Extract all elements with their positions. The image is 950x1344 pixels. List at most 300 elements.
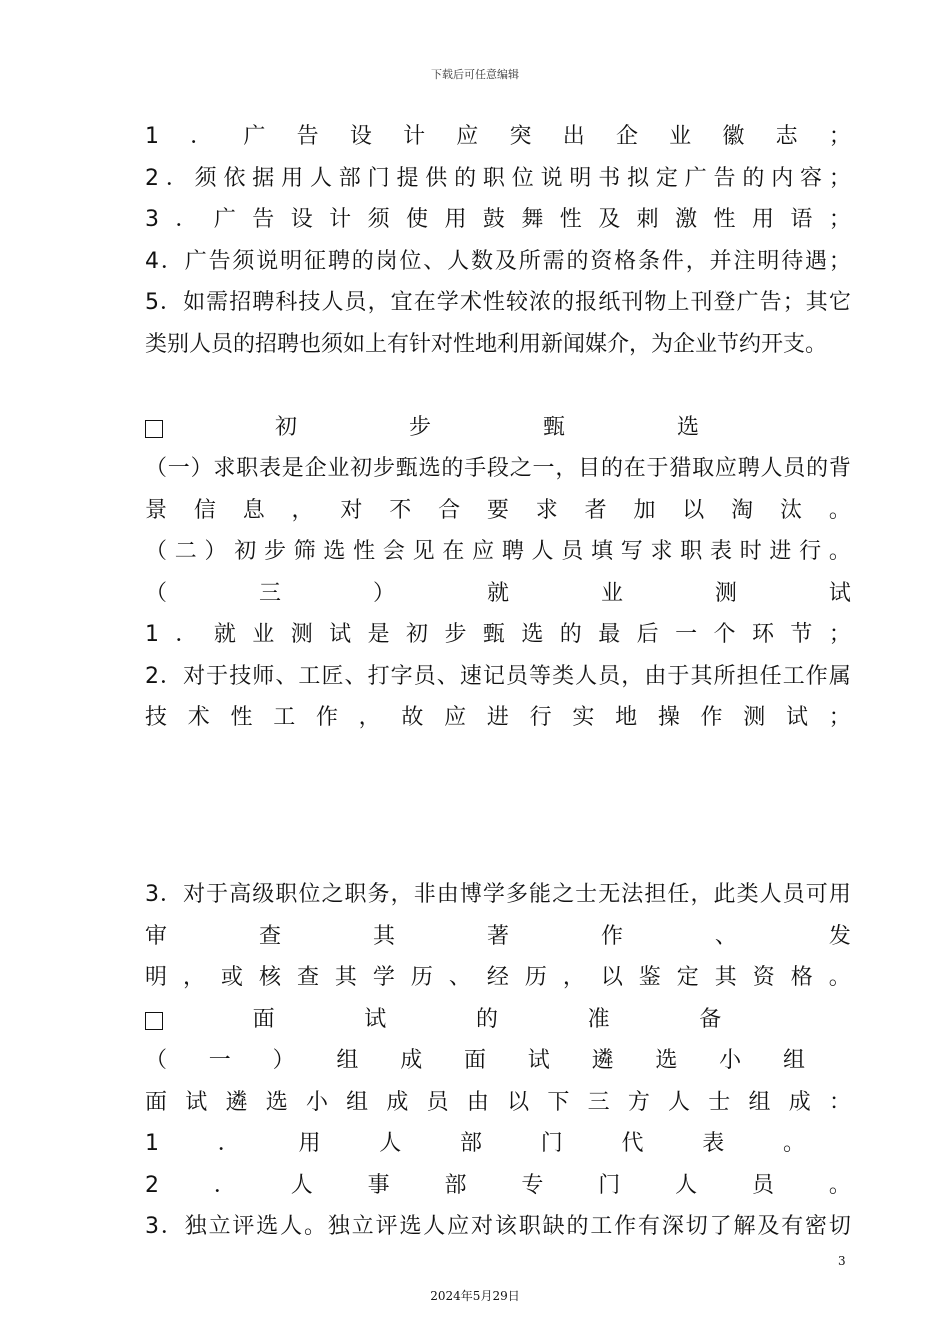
char: 一 bbox=[208, 1048, 231, 1073]
char: 使 bbox=[406, 207, 429, 232]
char: 选 bbox=[265, 1089, 288, 1115]
char: 评 bbox=[375, 1214, 398, 1239]
char: 该 bbox=[494, 1214, 517, 1239]
char: 解 bbox=[733, 1214, 756, 1239]
char: 一 bbox=[167, 456, 190, 481]
char: 位 bbox=[399, 248, 422, 274]
char: 位 bbox=[298, 882, 321, 907]
char: 1 bbox=[145, 1131, 159, 1156]
char: 及 bbox=[494, 248, 517, 274]
char: 后 bbox=[636, 622, 659, 647]
char: 设 bbox=[349, 124, 372, 149]
char: 用 bbox=[444, 207, 467, 232]
char: 了 bbox=[709, 1214, 732, 1239]
char: 作 bbox=[700, 705, 723, 730]
char: 的 bbox=[600, 456, 623, 481]
char: 激 bbox=[675, 207, 698, 232]
char: 工 bbox=[590, 1214, 613, 1239]
char: 员 bbox=[413, 663, 436, 689]
char: 表 bbox=[709, 539, 732, 564]
char: 业 bbox=[252, 622, 275, 647]
char: 对 bbox=[471, 1214, 494, 1239]
text-line bbox=[145, 1212, 851, 1242]
char: 其 bbox=[372, 923, 395, 949]
char: 或 bbox=[220, 965, 243, 990]
char: 广 bbox=[736, 290, 759, 315]
char: 对 bbox=[183, 663, 206, 689]
char: 出 bbox=[562, 124, 585, 149]
char: 。 bbox=[828, 497, 851, 523]
char: 纸 bbox=[598, 290, 621, 315]
char: 上 bbox=[667, 290, 690, 315]
char: 、 bbox=[436, 663, 459, 689]
char: 聘 bbox=[252, 290, 275, 315]
char: 2 bbox=[145, 165, 159, 191]
char: 计 bbox=[329, 207, 352, 232]
char: 务 bbox=[367, 882, 390, 907]
char: 格 bbox=[614, 248, 637, 274]
char: 其 bbox=[714, 965, 737, 990]
char: 的 bbox=[566, 1214, 589, 1239]
char: 浓 bbox=[529, 290, 552, 315]
char: 遴 bbox=[225, 1089, 248, 1115]
char: 、 bbox=[344, 663, 367, 689]
char: 法 bbox=[621, 882, 644, 907]
char: 专 bbox=[521, 1172, 544, 1198]
char: 测 bbox=[714, 580, 737, 606]
char: 填 bbox=[591, 539, 614, 564]
char: 匠 bbox=[321, 663, 344, 689]
char: 历 bbox=[410, 965, 433, 990]
text-line bbox=[145, 496, 851, 526]
char: 注 bbox=[733, 248, 756, 274]
char: 准 bbox=[587, 1006, 610, 1032]
char: 的 bbox=[351, 248, 374, 274]
char: 人 bbox=[447, 248, 470, 274]
char: 士 bbox=[708, 1089, 731, 1115]
char: 人 bbox=[575, 663, 598, 689]
char: ， bbox=[291, 497, 314, 523]
char: ． bbox=[160, 1214, 183, 1239]
char: ． bbox=[165, 165, 188, 191]
char: ； bbox=[828, 124, 851, 149]
page-header: 下载后可任意编辑 bbox=[431, 68, 519, 81]
char: 企 bbox=[304, 456, 327, 481]
char: 数 bbox=[471, 248, 494, 274]
char: 合 bbox=[438, 497, 461, 523]
char: 小 bbox=[305, 1089, 328, 1115]
char: 人 bbox=[321, 290, 344, 315]
char: 地 bbox=[615, 705, 638, 730]
char: 员 bbox=[426, 1089, 449, 1115]
char: 汰 bbox=[779, 497, 802, 523]
char: 3 bbox=[145, 207, 159, 232]
char: 表 bbox=[258, 456, 281, 481]
char: 对 bbox=[183, 882, 206, 907]
char: ） bbox=[372, 580, 395, 606]
char: 告 bbox=[208, 248, 231, 274]
char: 成 bbox=[788, 1089, 811, 1115]
char: 测 bbox=[743, 705, 766, 730]
char: 业 bbox=[669, 124, 692, 149]
char: 息 bbox=[242, 497, 265, 523]
text-line bbox=[145, 662, 851, 692]
char: 选 bbox=[655, 1048, 678, 1073]
char: 组 bbox=[782, 1048, 805, 1073]
char: 成 bbox=[386, 1089, 409, 1115]
char: 试 bbox=[185, 1089, 208, 1115]
char: 初 bbox=[234, 539, 257, 564]
char: 小 bbox=[719, 1048, 742, 1073]
char: 聘 bbox=[327, 248, 350, 274]
char: 聘 bbox=[737, 456, 760, 481]
char: 信 bbox=[193, 497, 216, 523]
char: 性 bbox=[230, 705, 253, 730]
char: 企 bbox=[615, 124, 638, 149]
char: 术 bbox=[187, 705, 210, 730]
char: 进 bbox=[486, 705, 509, 730]
char: 遇 bbox=[805, 248, 828, 274]
char: 评 bbox=[232, 1214, 255, 1239]
char: 所 bbox=[713, 663, 736, 689]
char: 明 bbox=[569, 165, 592, 191]
char: 打 bbox=[367, 663, 390, 689]
char: 职 bbox=[236, 456, 259, 481]
char: ． bbox=[160, 882, 183, 907]
char: 书 bbox=[598, 165, 621, 191]
char: 须 bbox=[194, 165, 217, 191]
char: 以 bbox=[682, 497, 705, 523]
char: 选 bbox=[256, 1214, 279, 1239]
char: ； bbox=[828, 622, 851, 647]
char: ； bbox=[828, 705, 851, 730]
char: 甄 bbox=[482, 622, 505, 647]
char: 是 bbox=[281, 456, 304, 481]
char: 并 bbox=[709, 248, 732, 274]
char: 刊 bbox=[621, 290, 644, 315]
char: 面 bbox=[145, 1089, 168, 1115]
char: 立 bbox=[351, 1214, 374, 1239]
char: 担 bbox=[644, 882, 667, 907]
char: 鉴 bbox=[638, 965, 661, 990]
char: 用 bbox=[751, 207, 774, 232]
char: 位 bbox=[511, 165, 534, 191]
char: 担 bbox=[736, 663, 759, 689]
char: 缺 bbox=[542, 1214, 565, 1239]
char: ． bbox=[213, 1172, 236, 1198]
char: 应 bbox=[472, 539, 495, 564]
char: 技 bbox=[145, 705, 168, 730]
text-line bbox=[145, 880, 851, 910]
char: ， bbox=[555, 456, 578, 481]
char: 用 bbox=[298, 1131, 321, 1156]
char: 人 bbox=[760, 456, 783, 481]
char: 说 bbox=[540, 165, 563, 191]
char: 登 bbox=[713, 290, 736, 315]
char: 三 bbox=[587, 1089, 610, 1115]
char: 代 bbox=[621, 1131, 644, 1156]
char: ； bbox=[782, 290, 805, 315]
char: 由 bbox=[466, 1089, 489, 1115]
char: 性 bbox=[559, 207, 582, 232]
char: ） bbox=[204, 539, 227, 564]
char: 及 bbox=[757, 1214, 780, 1239]
page-number: 3 bbox=[838, 1254, 846, 1268]
char: 选 bbox=[418, 456, 441, 481]
char: 工 bbox=[782, 663, 805, 689]
section-heading bbox=[145, 1005, 851, 1035]
char: 三 bbox=[258, 580, 281, 606]
char: ： bbox=[828, 1089, 851, 1115]
char: 需 bbox=[542, 248, 565, 274]
char: 作 bbox=[315, 705, 338, 730]
char: 一 bbox=[675, 622, 698, 647]
char: 性 bbox=[353, 539, 376, 564]
char: ， bbox=[390, 882, 413, 907]
char: 员 bbox=[598, 663, 621, 689]
char: 员 bbox=[783, 456, 806, 481]
char: 须 bbox=[232, 248, 255, 274]
char: 明 bbox=[145, 965, 168, 990]
char: 门 bbox=[540, 1131, 563, 1156]
char: 速 bbox=[459, 663, 482, 689]
char: 面 bbox=[463, 1048, 486, 1073]
char: 报 bbox=[575, 290, 598, 315]
char: 备 bbox=[699, 1006, 722, 1032]
char: 以 bbox=[600, 965, 623, 990]
char: 的 bbox=[454, 165, 477, 191]
char: 。 bbox=[828, 965, 851, 990]
char: 高 bbox=[229, 882, 252, 907]
char: ， bbox=[182, 965, 205, 990]
char: 选 bbox=[399, 1214, 422, 1239]
char: 资 bbox=[752, 965, 775, 990]
char: 4 bbox=[145, 248, 159, 274]
char: ， bbox=[562, 965, 585, 990]
char: 它 bbox=[828, 290, 851, 315]
char: 步 bbox=[408, 414, 431, 440]
char: 非 bbox=[413, 882, 436, 907]
char: 有 bbox=[638, 1214, 661, 1239]
char: 人 bbox=[531, 539, 554, 564]
checkbox-square-icon bbox=[145, 420, 163, 438]
char: 员 bbox=[344, 290, 367, 315]
char: 无 bbox=[598, 882, 621, 907]
text-line bbox=[145, 164, 851, 194]
char: 记 bbox=[482, 663, 505, 689]
char: 类 bbox=[736, 882, 759, 907]
char: 步 bbox=[372, 456, 395, 481]
char: 故 bbox=[401, 705, 424, 730]
text-line bbox=[145, 963, 851, 993]
char: 供 bbox=[425, 165, 448, 191]
char: 于 bbox=[646, 456, 669, 481]
char: 技 bbox=[229, 663, 252, 689]
char: 见 bbox=[412, 539, 435, 564]
char: ． bbox=[175, 207, 198, 232]
char: 最 bbox=[598, 622, 621, 647]
char: （ bbox=[145, 539, 168, 564]
char: 广 bbox=[184, 248, 207, 274]
text-line bbox=[145, 1046, 805, 1076]
char: 业 bbox=[600, 580, 623, 606]
char: 职 bbox=[518, 1214, 541, 1239]
char: 容 bbox=[800, 165, 823, 191]
char: 人 bbox=[290, 1172, 313, 1198]
char: ） bbox=[190, 456, 213, 481]
char: 作 bbox=[614, 1214, 637, 1239]
char: 步 bbox=[444, 622, 467, 647]
char: 段 bbox=[486, 456, 509, 481]
text-line bbox=[145, 1088, 851, 1118]
char: 据 bbox=[252, 165, 275, 191]
char: 计 bbox=[403, 124, 426, 149]
char: 所 bbox=[518, 248, 541, 274]
char: 深 bbox=[661, 1214, 684, 1239]
char: 的 bbox=[742, 165, 765, 191]
page-footer-date: 2024年5月29日 bbox=[430, 1289, 520, 1303]
char: 可 bbox=[805, 882, 828, 907]
char: 士 bbox=[575, 882, 598, 907]
char: ； bbox=[828, 207, 851, 232]
char: 初 bbox=[350, 456, 373, 481]
char: 人 bbox=[759, 882, 782, 907]
char: 工 bbox=[273, 705, 296, 730]
char: 师 bbox=[252, 663, 275, 689]
char: 是 bbox=[367, 622, 390, 647]
char: 测 bbox=[290, 622, 313, 647]
char: 需 bbox=[206, 290, 229, 315]
text-line bbox=[145, 1129, 805, 1159]
char: 字 bbox=[390, 663, 413, 689]
char: 要 bbox=[486, 497, 509, 523]
char: 2 bbox=[145, 663, 159, 689]
char: 应 bbox=[714, 456, 737, 481]
char: 5 bbox=[145, 290, 159, 315]
char: 面 bbox=[252, 1006, 275, 1032]
char: 提 bbox=[396, 165, 419, 191]
char: 的 bbox=[475, 1006, 498, 1032]
char: 实 bbox=[572, 705, 595, 730]
char: 著 bbox=[486, 923, 509, 949]
char: 甄 bbox=[542, 414, 565, 440]
char: 资 bbox=[590, 248, 613, 274]
text-line bbox=[145, 288, 851, 318]
char: 告 bbox=[296, 124, 319, 149]
char: 会 bbox=[382, 539, 405, 564]
char: 就 bbox=[486, 580, 509, 606]
char: 1 bbox=[145, 622, 159, 647]
char: 审 bbox=[145, 923, 168, 949]
char: 发 bbox=[828, 923, 851, 949]
char: 人 bbox=[675, 1172, 698, 1198]
char: 作 bbox=[805, 663, 828, 689]
char: 由 bbox=[644, 663, 667, 689]
char: 技 bbox=[298, 290, 321, 315]
char: 及 bbox=[598, 207, 621, 232]
text-line bbox=[145, 371, 851, 401]
char: 部 bbox=[459, 1131, 482, 1156]
char: 待 bbox=[781, 248, 804, 274]
char: 于 bbox=[206, 663, 229, 689]
char: 的 bbox=[566, 248, 589, 274]
char: 告 bbox=[252, 207, 275, 232]
char: 徽 bbox=[722, 124, 745, 149]
text-line bbox=[145, 703, 851, 733]
char: 、 bbox=[448, 965, 471, 990]
char: 取 bbox=[692, 456, 715, 481]
char: 遴 bbox=[591, 1048, 614, 1073]
char: 须 bbox=[367, 207, 390, 232]
char: 科 bbox=[275, 290, 298, 315]
section-heading bbox=[145, 413, 851, 443]
char: 员 bbox=[751, 1172, 774, 1198]
char: 。 bbox=[828, 1172, 851, 1198]
char: 独 bbox=[327, 1214, 350, 1239]
char: 、 bbox=[275, 663, 298, 689]
checkbox-square-icon bbox=[145, 1012, 163, 1030]
char: 二 bbox=[174, 539, 197, 564]
char: ． bbox=[160, 248, 183, 274]
char: 职 bbox=[482, 165, 505, 191]
text-line bbox=[145, 330, 851, 360]
char: 切 bbox=[685, 1214, 708, 1239]
char: ； bbox=[828, 248, 851, 274]
char: 部 bbox=[338, 165, 361, 191]
char: 刺 bbox=[636, 207, 659, 232]
char: 能 bbox=[529, 882, 552, 907]
char: 任 bbox=[667, 882, 690, 907]
char: 试 bbox=[828, 580, 851, 606]
char: 试 bbox=[329, 622, 352, 647]
char: 学 bbox=[372, 965, 395, 990]
text-line bbox=[145, 537, 851, 567]
char: 应 bbox=[444, 705, 467, 730]
char: 件 bbox=[661, 248, 684, 274]
char: 淘 bbox=[731, 497, 754, 523]
char: 语 bbox=[790, 207, 813, 232]
char: 内 bbox=[771, 165, 794, 191]
char: 写 bbox=[620, 539, 643, 564]
char: 拟 bbox=[627, 165, 650, 191]
char: 手 bbox=[464, 456, 487, 481]
char: （ bbox=[145, 580, 168, 606]
char: 筛 bbox=[293, 539, 316, 564]
char: 志 bbox=[775, 124, 798, 149]
char: 求 bbox=[650, 539, 673, 564]
char: 3 bbox=[145, 1214, 159, 1239]
char: 于 bbox=[206, 882, 229, 907]
char: 事 bbox=[367, 1172, 390, 1198]
char: 下 bbox=[547, 1089, 570, 1115]
char: 、 bbox=[714, 923, 737, 949]
char: 的 bbox=[552, 290, 575, 315]
char: 应 bbox=[447, 1214, 470, 1239]
char: 广 bbox=[684, 165, 707, 191]
char: 选 bbox=[676, 414, 699, 440]
char: 初 bbox=[406, 622, 429, 647]
text-line bbox=[145, 247, 851, 277]
char: 门 bbox=[598, 1172, 621, 1198]
char: 步 bbox=[263, 539, 286, 564]
char: 试 bbox=[527, 1048, 550, 1073]
char: 之 bbox=[321, 882, 344, 907]
char: 个 bbox=[713, 622, 736, 647]
char: 者 bbox=[584, 497, 607, 523]
char: 学 bbox=[436, 290, 459, 315]
char: 条 bbox=[638, 248, 661, 274]
char: 员 bbox=[561, 539, 584, 564]
